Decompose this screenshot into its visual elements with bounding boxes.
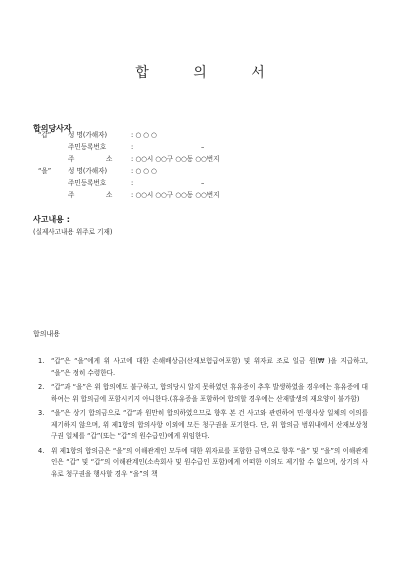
party-b-id-value: : xyxy=(131,179,134,187)
agreement-item-number: 4. xyxy=(38,446,45,455)
agreement-items xyxy=(38,356,368,483)
party-a-id-value: : xyxy=(131,143,134,151)
agreement-item-text: “갑”은 “을”에게 위 사고에 대한 손해배상금(산재보험급여포함) 및 위자료 조로 일금 원(₩ )을 지급하고, “을”은 정히 수령한다. xyxy=(51,357,368,377)
agreement-item-text: 위 제1항의 합의금은 “을”의 이해관계인 모두에 대한 위자료를 포함한 금액으로 향후 “을” 및 “을”의 이해관계인은 “갑” 및 “갑”의 이해관계인(소속회사 및 원수급인 포함)에게 어떠한 이의도 제기할 수 없으며, 상기의 사유로 청구권을 행사할 경우 “을”의 책 xyxy=(51,446,368,478)
incident-heading: 사고내용 : xyxy=(33,215,70,224)
agreement-item-text: “을”은 상기 합의금으로 “갑”과 원만히 합의하였으므로 향후 본 건 사고와 관련하여 민·형사상 일체의 이의를 제기하지 않으며, 위 제1항의 합의사항 이외에 모든 청구권을 포기한다. 단, 위 합의금 범위내에서 산재보상청구권 일체를 “갑”(또는 “갑”의 원수급인)에게 위임한다. xyxy=(51,409,368,440)
party-a-addr-label: 주 xyxy=(68,155,75,163)
agreement-item-text: “갑”과 “을”은 위 합의에도 불구하고, 합의당시 알지 못하였던 휴유증이 추후 발생하였을 경우에는 휴유증에 대하여는 위 합의금에 포함시키지 아니한다.(휴유증을 포함하여 합의할 경우에는 산재발생의 재요양이 불가함) xyxy=(51,383,368,403)
agreement-item-3 xyxy=(38,408,368,443)
party-b-addr-value: : ○○시 ○○구 ○○동 ○○번지 xyxy=(131,191,220,199)
party-b-label: “을” xyxy=(38,167,52,175)
agreement-item-number: 2. xyxy=(38,383,45,391)
party-a-name-value: : ○ ○ ○ xyxy=(131,131,157,139)
party-b-name-value: : ○ ○ ○ xyxy=(131,167,157,175)
party-a-addr-label2: 소 xyxy=(106,155,113,163)
party-b-name-label: 성 명(가해자) xyxy=(68,167,108,175)
party-a-addr-value: : ○○시 ○○구 ○○동 ○○번지 xyxy=(131,155,220,163)
agreement-item-number: 1. xyxy=(38,357,45,365)
incident-description: (실제사고내용 위주로 기재) xyxy=(33,228,113,236)
agreement-item-number: 3. xyxy=(38,409,45,417)
party-b-addr-label2: 소 xyxy=(106,191,113,199)
party-b-id-label: 주민등록번호 xyxy=(68,179,107,187)
party-a-id-dash: – xyxy=(201,143,205,151)
party-b-addr-label: 주 xyxy=(68,191,75,199)
agreement-item-2 xyxy=(38,382,368,405)
party-a-label: “갑” xyxy=(38,131,52,139)
parties-heading: 합의당사자 xyxy=(33,124,72,133)
agreement-item-1 xyxy=(38,356,368,379)
party-a-id-label: 주민등록번호 xyxy=(68,143,107,151)
agreement-heading: 합의내용 xyxy=(33,330,61,338)
agreement-item-4 xyxy=(38,446,368,481)
party-b-id-dash: – xyxy=(201,179,205,187)
document-title: 합 의 서 xyxy=(135,65,285,81)
party-a-name-label: 성 명(가해자) xyxy=(68,131,108,139)
